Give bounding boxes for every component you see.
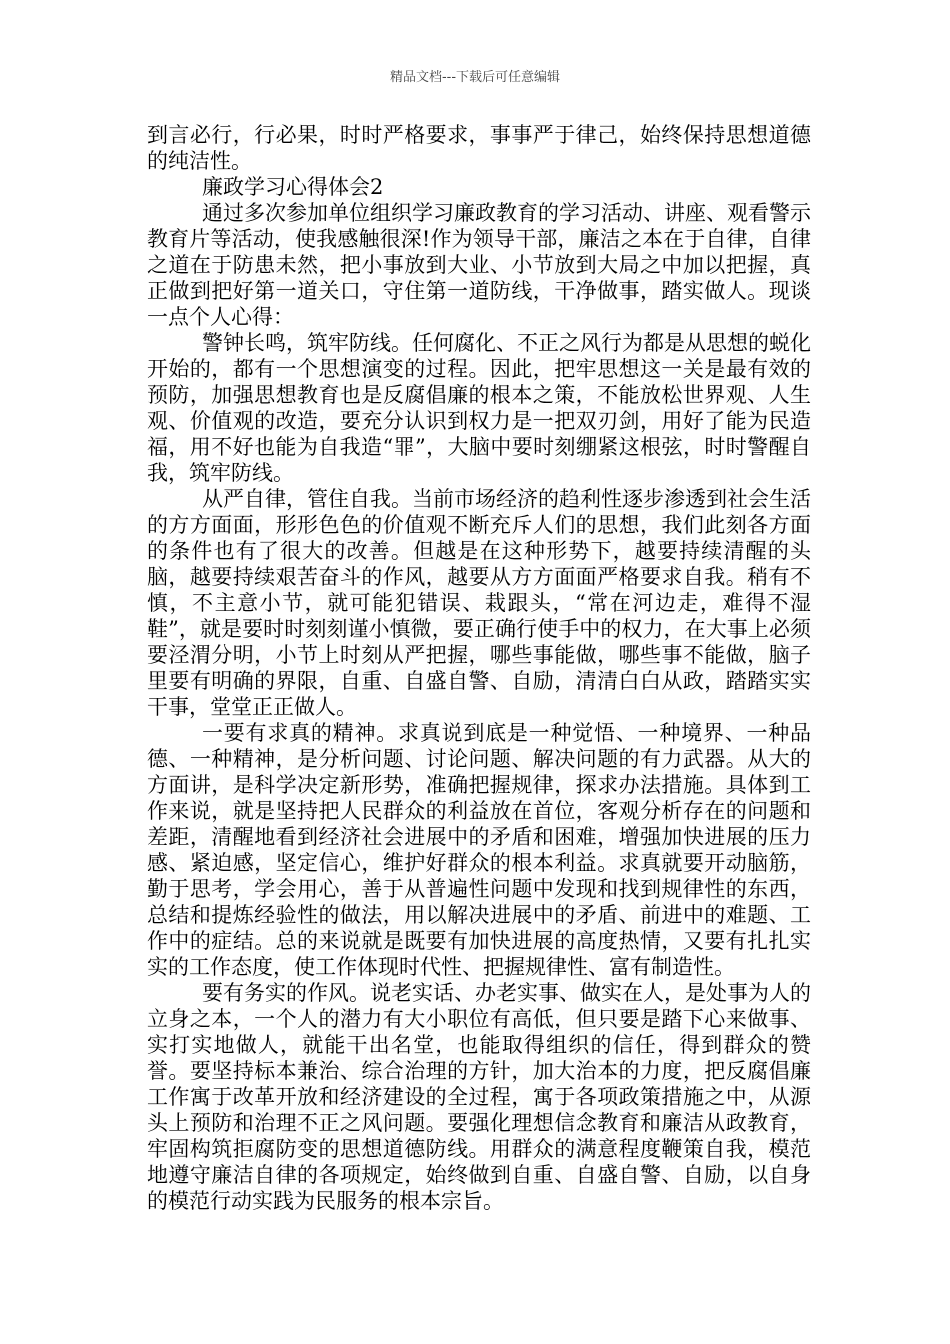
document-body: [147, 122, 811, 1214]
section-title: 廉政学习心得体会2: [202, 175, 384, 199]
paragraph-warning-bell: 警钟长鸣，筑牢防线。任何腐化、不正之风行为都是从思想的蜕化开始的，都有一个思想演变的过程。因此，把牢思想这一关是最有效的预防，加强思想教育也是反腐倡廉的根本之策，不能放松世界观、人生观、价值观的改造，要充分认识到权力是一把双刃剑，用好了能为民造福，用不好也能为自我造“罪”，大脑中要时刻绷紧这根弦，时时警醒自我，筑牢防线。: [147, 331, 811, 485]
paragraph-seek-truth: 一要有求真的精神。求真说到底是一种觉悟、一种境界、一种品德、一种精神，是分析问题、讨论问题、解决问题的有力武器。从大的方面讲，是科学决定新形势，准确把握规律，探求办法措施。具体到工作来说，就是坚持把人民群众的利益放在首位，客观分析存在的问题和差距，清醒地看到经济社会进展中的矛盾和困难，增强加快进展的压力感、紧迫感，坚定信心，维护好群众的根本利益。求真就要开动脑筋，勤于思考，学会用心，善于从普遍性问题中发现和找到规律性的东西，总结和提炼经验性的做法，用以解决进展中的矛盾、前进中的难题、工作中的症结。总的来说就是既要有加快进展的高度热情，又要有扎扎实实的工作态度，使工作体现时代性、把握规律性、富有制造性。: [147, 721, 811, 979]
paragraph-continuation: 到言必行，行必果，时时严格要求，事事严于律己，始终保持思想道德的纯洁性。: [147, 123, 811, 173]
paragraph-intro: 通过多次参加单位组织学习廉政教育的学习活动、讲座、观看警示教育片等活动，使我感触很深!作为领导干部，廉洁之本在于自律，自律之道在于防患未然，把小事放到大业、小节放到大局之中加以把握，真正做到把好第一道关口，守住第一道防线，干净做事，踏实做人。现谈一点个人心得：: [147, 201, 811, 329]
paragraph-self-discipline: 从严自律，管住自我。当前市场经济的趋利性逐步渗透到社会生活的方方面面，形形色色的价值观不断充斥人们的思想，我们此刻各方面的条件也有了很大的改善。但越是在这种形势下，越要持续清醒的头脑，越要持续艰苦奋斗的作风，越要从方方面面严格要求自我。稍有不慎，不主意小节，就可能犯错误、栽跟头，“常在河边走，难得不湿鞋”，就是要时时刻刻谨小慎微，要正确行使手中的权力，在大事上必须要泾渭分明，小节上时刻从严把握，哪些事能做，哪些事不能做，脑子里要有明确的界限，自重、自盛自警、自励，清清白白从政，踏踏实实干事，堂堂正正做人。: [147, 487, 811, 719]
paragraph-practical-style: 要有务实的作风。说老实话、办老实事、做实在人，是处事为人的立身之本，一个人的潜力有大小职位有高低，但只要是踏下心来做事、实打实地做人，就能干出名堂，也能取得组织的信任，得到群众的赞誉。要坚持标本兼治、综合治理的方针，加大治本的力度，把反腐倡廉工作寓于改革开放和经济建设的全过程，寓于各项政策措施之中，从源头上预防和治理不正之风问题。要强化理想信念教育和廉洁从政教育，牢固构筑拒腐防变的思想道德防线。用群众的满意程度鞭策自我，模范地遵守廉洁自律的各项规定，始终做到自重、自盛自警、自励，以自身的模范行动实践为民服务的根本宗旨。: [147, 981, 811, 1213]
page-header: 精品文档---下载后可任意编辑: [389, 70, 561, 85]
